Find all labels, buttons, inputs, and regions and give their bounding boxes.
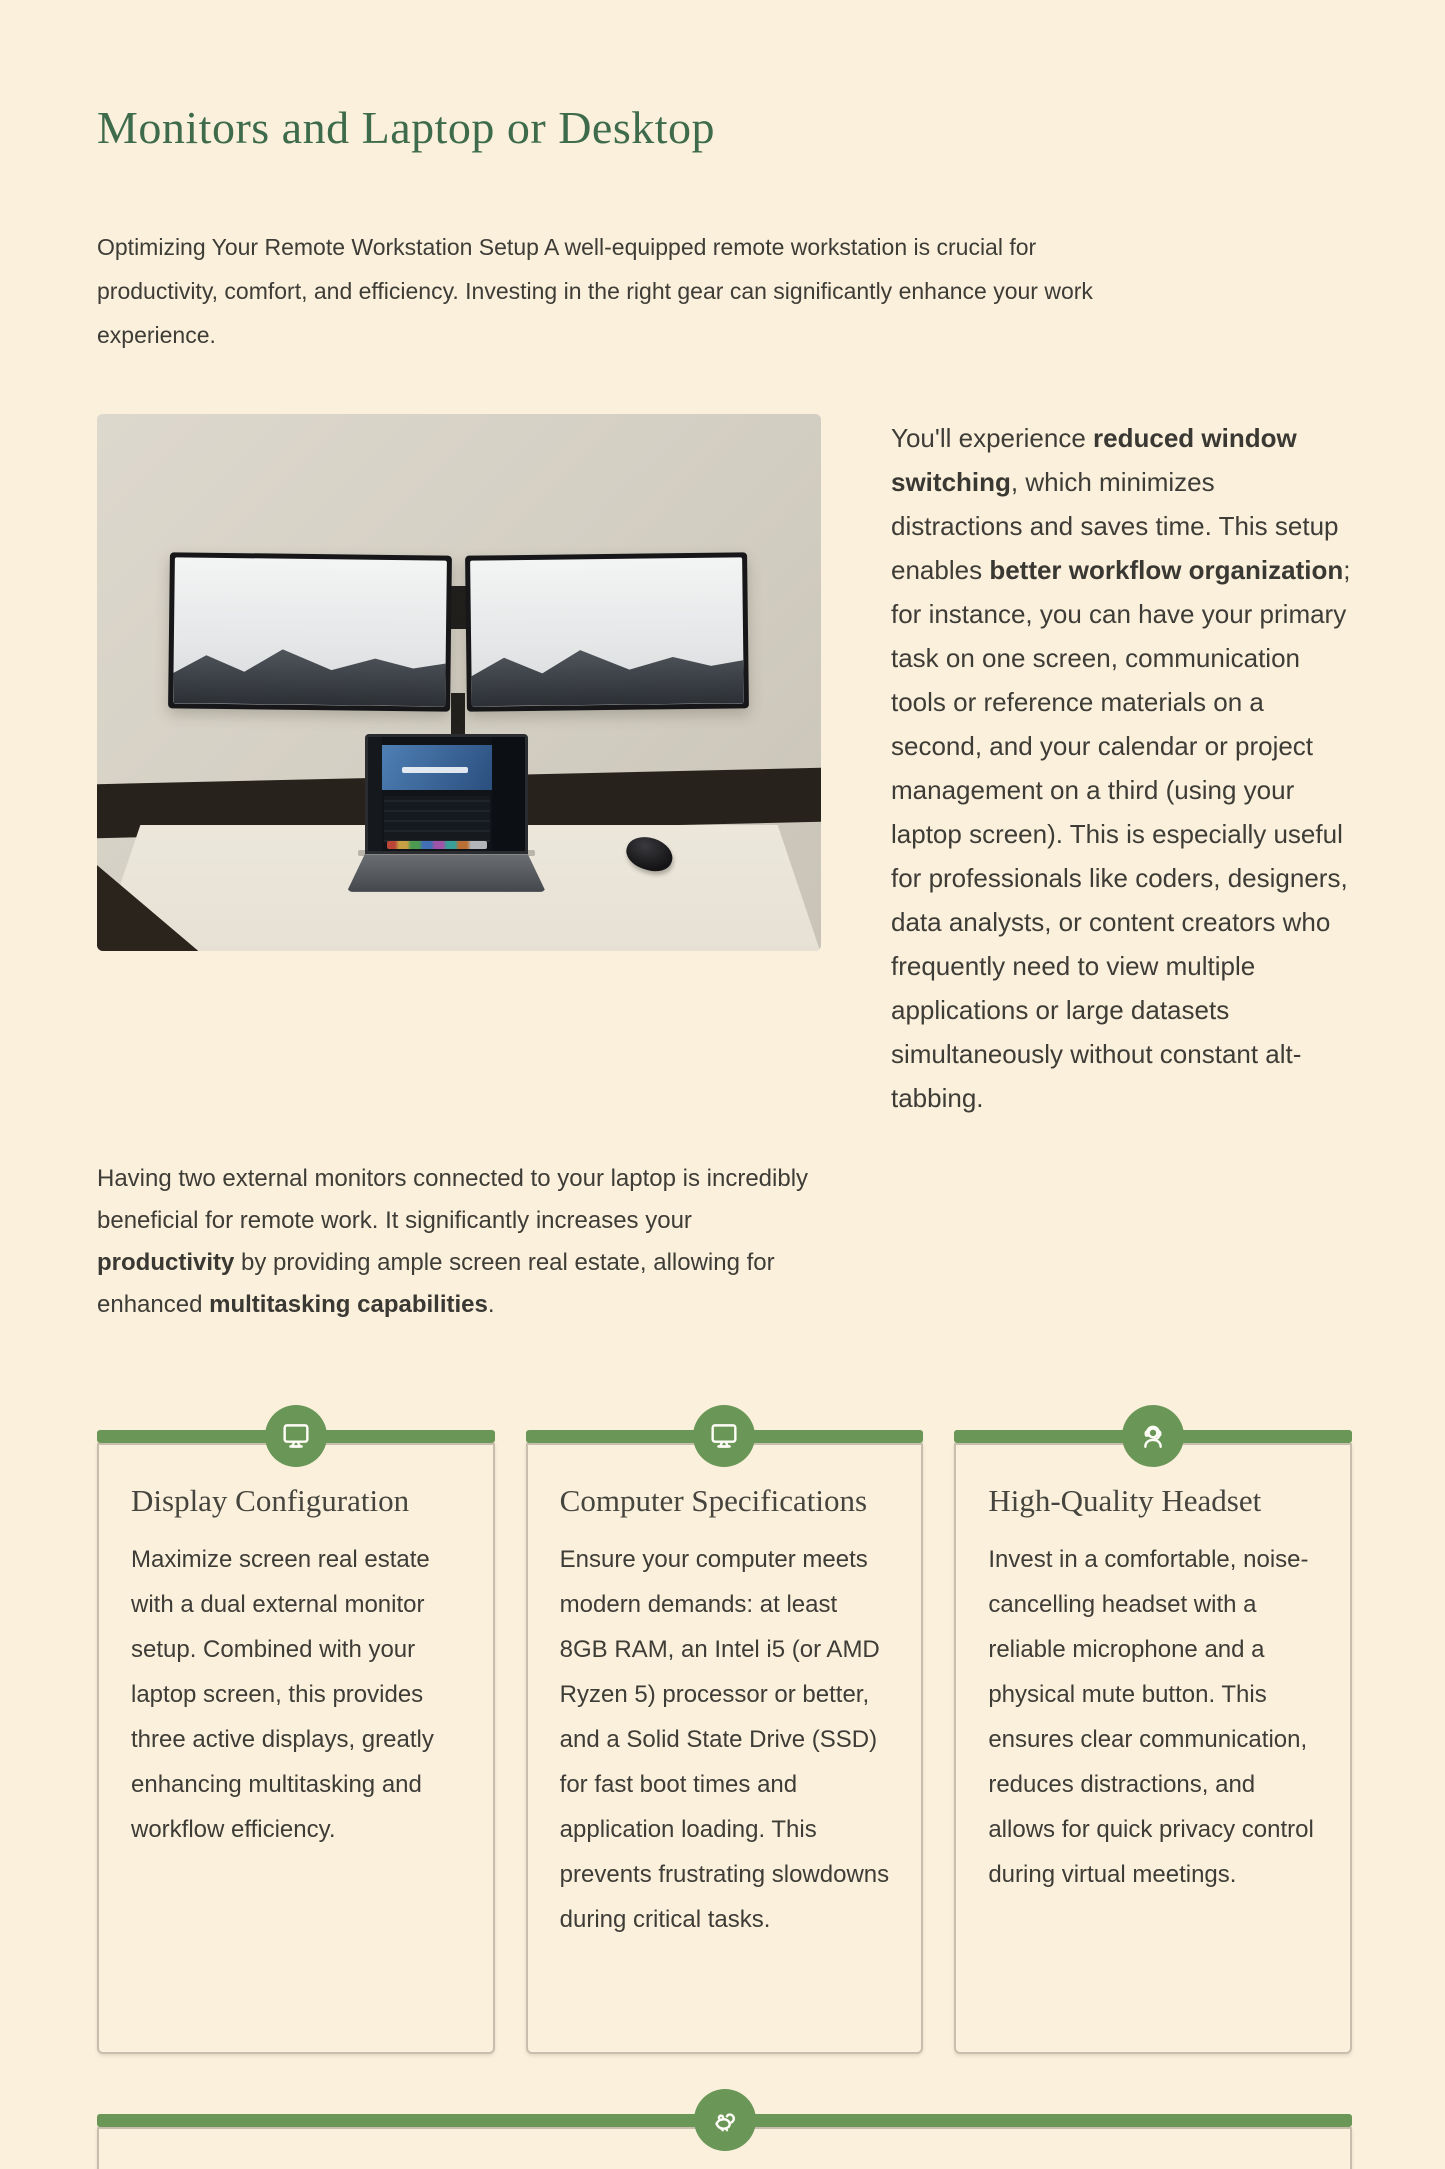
mouse-icon — [694, 2089, 756, 2151]
page-title: Monitors and Laptop or Desktop — [97, 102, 716, 153]
card-body: Ensure your computer meets modern demands: at least 8GB RAM, an Intel i5 (or AMD Ryzen 5) processor or better, and a Solid State Drive (SSD) for fast boot times and application loading. This prevents frustrating slowdowns during critical tasks. — [559, 1546, 890, 1933]
photo-laptop-banner-text — [402, 767, 468, 773]
photo-right-monitor — [465, 552, 749, 711]
image-caption: Having two external monitors connected to your laptop is incredibly beneficial for remote work. It significantly increases your productivity by providing ample screen real estate, allowing for enhanced multitasking capabilities. — [97, 1165, 809, 1318]
photo-right-monitor-screen — [470, 557, 744, 706]
page-content — [97, 100, 1352, 2169]
card-box — [954, 1443, 1352, 2054]
photo-wallpaper-mountains — [174, 636, 447, 706]
photo-left-monitor-screen — [174, 557, 448, 706]
photo-laptop-keyboard — [347, 854, 546, 892]
intro-paragraph: Optimizing Your Remote Workstation Setup A well-equipped remote workstation is crucial for productivity, comfort, and efficiency. Investing in the right gear can significantly enhance your work experience. — [97, 234, 1093, 348]
card-title: Computer Specifications — [559, 1483, 868, 1518]
photo-laptop-sidebar — [368, 737, 382, 852]
photo-left-monitor — [168, 552, 452, 711]
card-box — [526, 1443, 924, 2054]
photo-laptop-list-rows — [384, 796, 491, 842]
next-section — [97, 2114, 1352, 2169]
card-computer-specifications — [526, 1430, 924, 2054]
monitor-icon — [265, 1405, 327, 1467]
photo-laptop-screen — [365, 734, 528, 855]
card-title: High-Quality Headset — [988, 1483, 1262, 1518]
card-display-configuration — [97, 1430, 495, 2054]
card-high-quality-headset — [954, 1430, 1352, 2054]
photo-wallpaper-mountains — [471, 636, 744, 706]
feature-cards — [97, 1430, 1352, 2054]
card-body: Invest in a comfortable, noise-cancelling headset with a reliable microphone and a physical mute button. This ensures clear communication, reduces distractions, and allows for quick privacy control during virtual meetings. — [988, 1546, 1314, 1888]
workstation-photo — [97, 414, 821, 951]
hero-row — [97, 414, 1352, 1120]
photo-laptop-right-panel — [492, 737, 525, 852]
support-headset-icon — [1122, 1405, 1184, 1467]
card-title: Display Configuration — [131, 1483, 410, 1518]
card-body: Maximize screen real estate with a dual external monitor setup. Combined with your laptop screen, this provides three active displays, greatly enhancing multitasking and workflow efficiency. — [131, 1546, 434, 1843]
photo-laptop-banner — [382, 745, 492, 791]
card-box — [97, 1443, 495, 2054]
monitor-icon — [693, 1405, 755, 1467]
photo-laptop-dock — [387, 841, 487, 849]
right-column-paragraph: You'll experience reduced window switching, which minimizes distractions and saves time. This setup enables better workflow organization; for instance, you can have your primary task on one screen, communication tools or reference materials on a second, and your calendar or project management on a third (using your laptop screen). This is especially useful for professionals like coders, designers, data analysts, or content creators who frequently need to view multiple applications or large datasets simultaneously without constant alt-tabbing. — [891, 423, 1351, 1113]
